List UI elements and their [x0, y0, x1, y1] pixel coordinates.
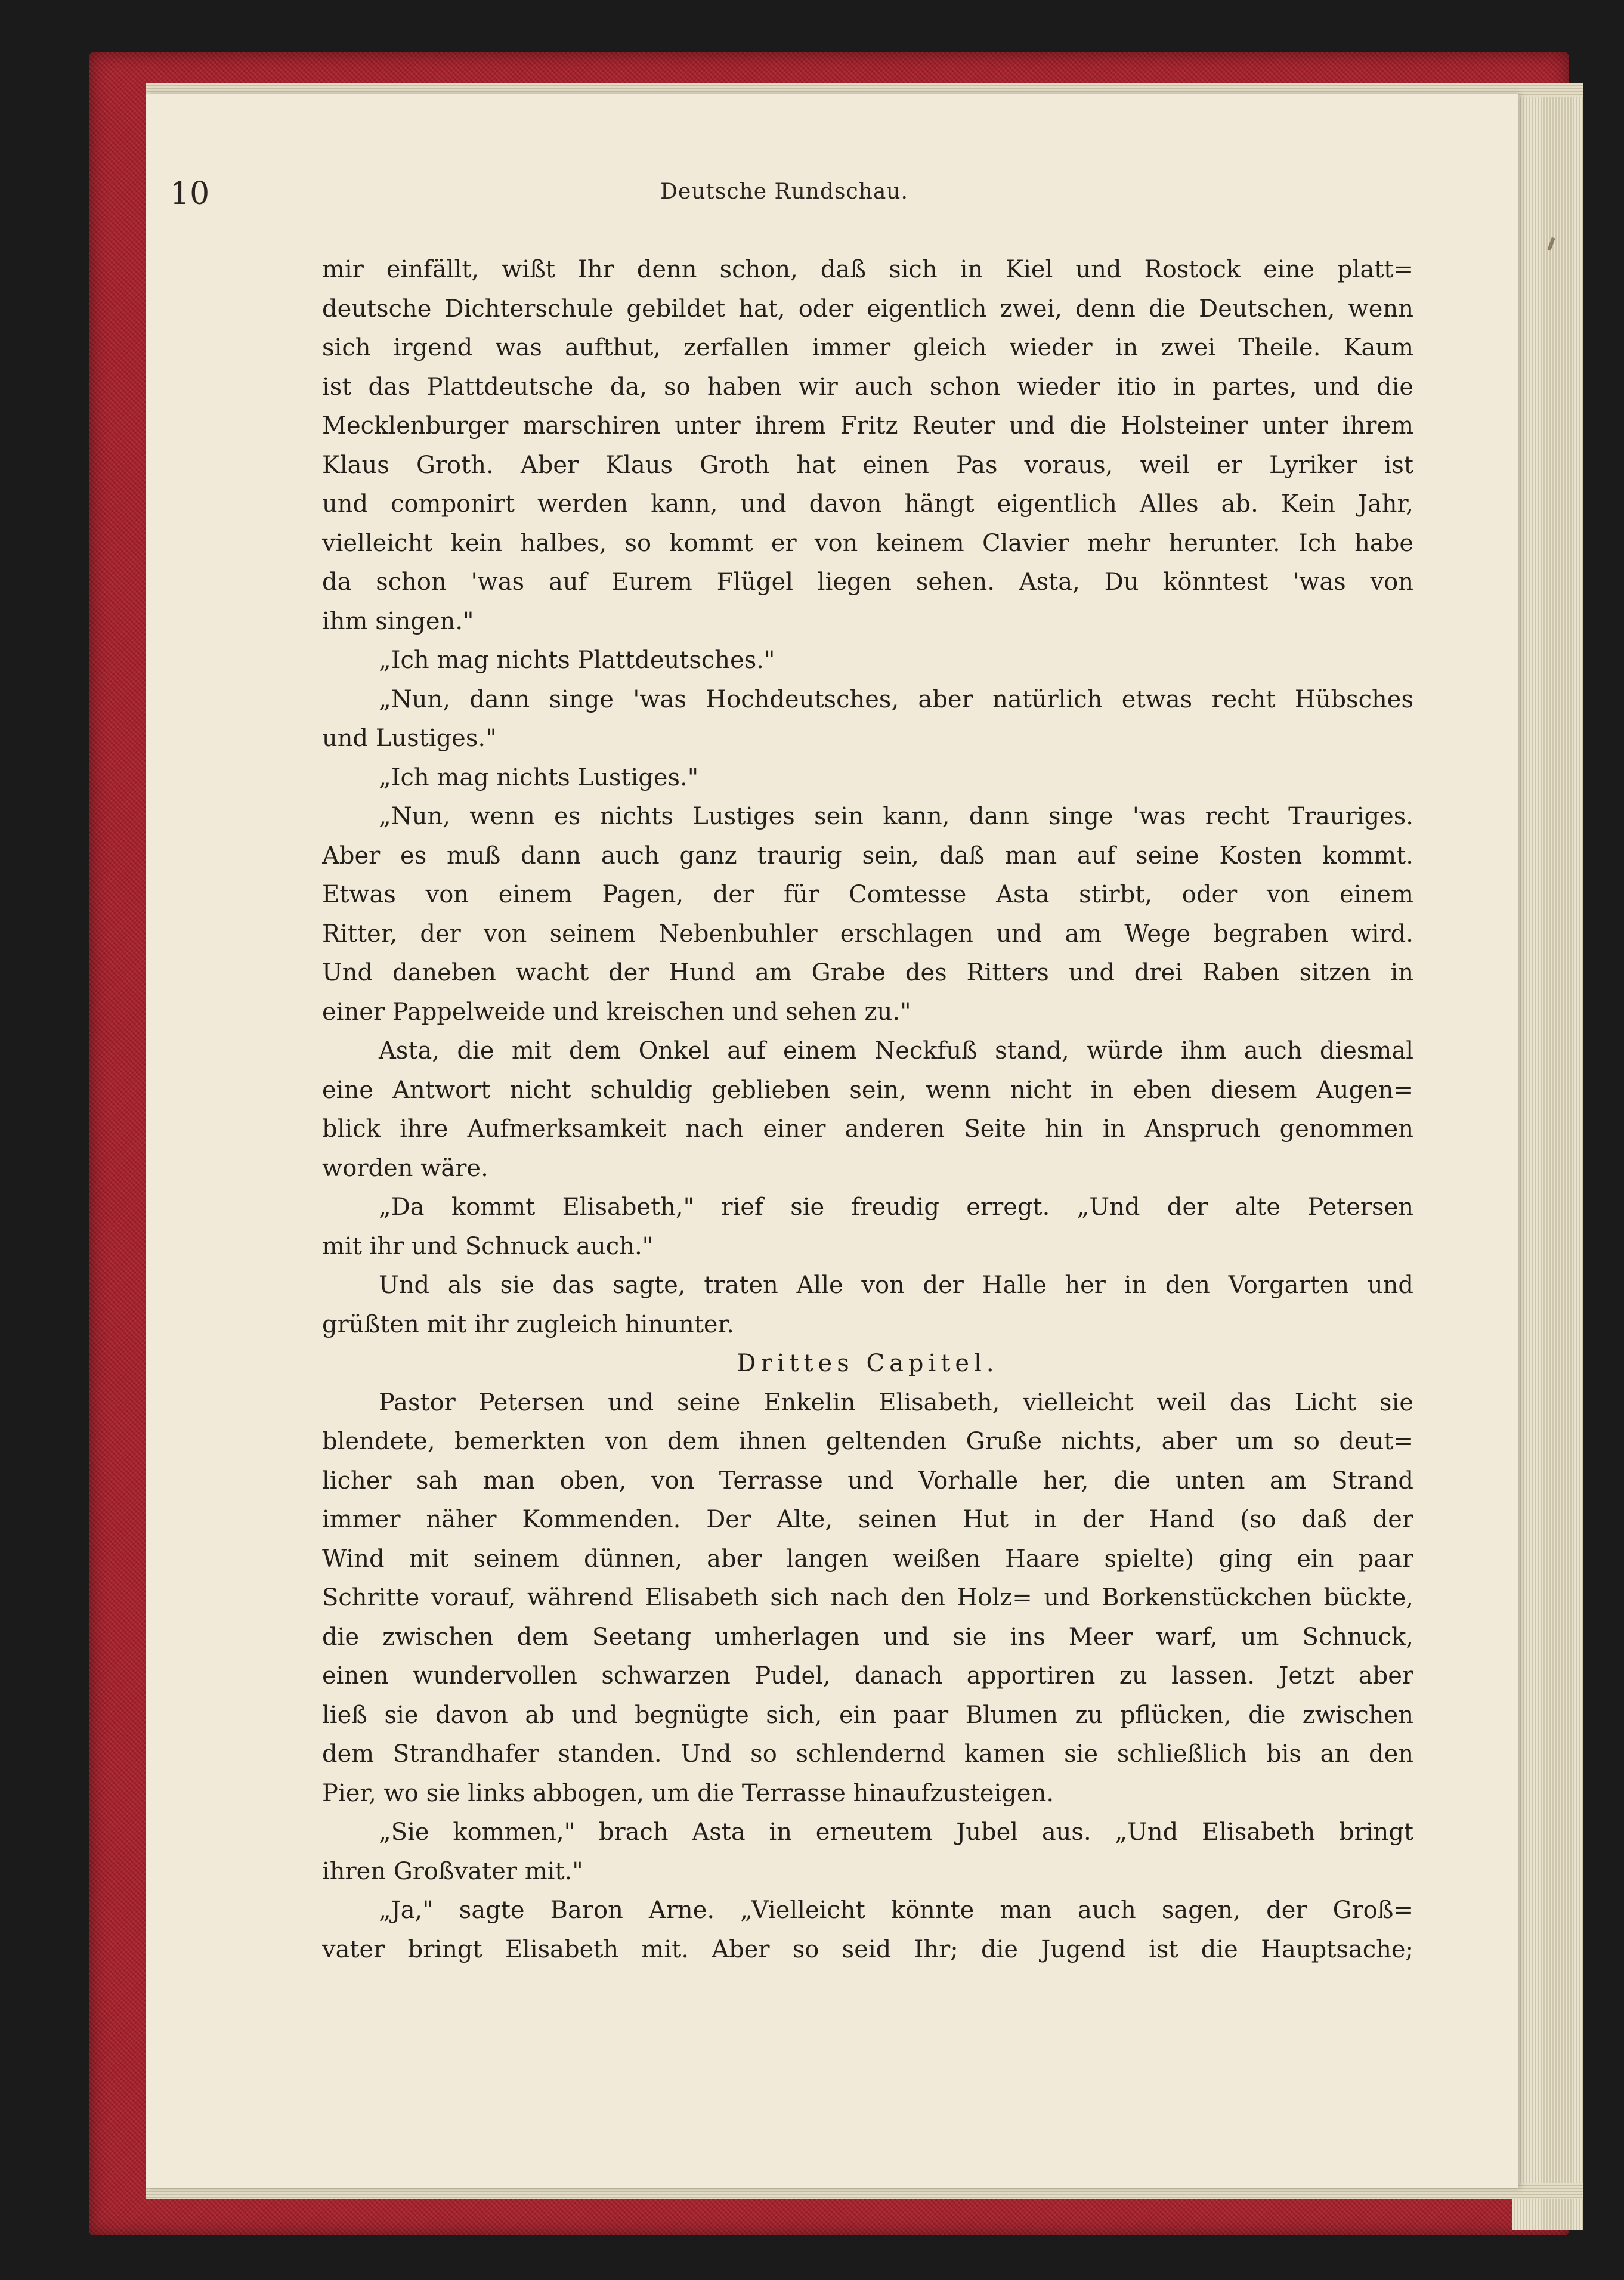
text-line: Mecklenburger marschiren unter ihrem Fritz Reuter und die Holsteiner unter ihrem: [322, 412, 1413, 440]
text-line: sich irgend was aufthut, zerfallen immer gleich wieder in zwei Theile. Kaum: [322, 334, 1413, 361]
text-line: Pastor Petersen und seine Enkelin Elisabeth, vielleicht weil das Licht sie: [379, 1388, 1413, 1416]
text-line: einen wundervollen schwarzen Pudel, danach apportiren zu lassen. Jetzt aber: [322, 1662, 1413, 1690]
text-line: und Lustiges.": [322, 725, 497, 752]
text-line: mit ihr und Schnuck auch.": [322, 1232, 654, 1260]
text-line: Klaus Groth. Aber Klaus Groth hat einen Pas voraus, weil er Lyriker ist: [322, 451, 1413, 479]
text-line: da schon 'was auf Eurem Flügel liegen sehen. Asta, Du könntest 'was von: [322, 568, 1413, 596]
text-line: worden wäre.: [322, 1154, 488, 1182]
text-line: Asta, die mit dem Onkel auf einem Neckfuß stand, würde ihm auch diesmal: [379, 1037, 1413, 1065]
text-line: mir einfällt, wißt Ihr denn schon, daß sich in Kiel und Rostock eine platt=: [322, 256, 1413, 283]
text-line: blendete, bemerkten von dem ihnen geltenden Gruße nichts, aber um so deut=: [322, 1428, 1413, 1455]
text-line: ihren Großvater mit.": [322, 1857, 583, 1885]
text-line: grüßten mit ihr zugleich hinunter.: [322, 1310, 734, 1338]
text-line: „Sie kommen," brach Asta in erneutem Jubel aus. „Und Elisabeth bringt: [379, 1818, 1413, 1846]
text-line: Schritte vorauf, während Elisabeth sich nach den Holz= und Borkenstückchen bückte,: [322, 1584, 1413, 1611]
text-line: und componirt werden kann, und davon hängt eigentlich Alles ab. Kein Jahr,: [322, 490, 1413, 518]
text-line: Ritter, der von seinem Nebenbuhler erschlagen und am Wege begraben wird.: [322, 920, 1413, 948]
text-line: „Ja," sagte Baron Arne. „Vielleicht könnte man auch sagen, der Groß=: [379, 1897, 1413, 1924]
text-line: vielleicht kein halbes, so kommt er von keinem Clavier mehr herunter. Ich habe: [322, 529, 1413, 557]
body-text: [322, 250, 1413, 1969]
text-line: „Da kommt Elisabeth," rief sie freudig erregt. „Und der alte Petersen: [379, 1193, 1413, 1221]
text-line: Und als sie das sagte, traten Alle von der Halle her in den Vorgarten und: [379, 1272, 1413, 1299]
text-line: Pier, wo sie links abbogen, um die Terrasse hinaufzusteigen.: [322, 1779, 1054, 1807]
text-line: immer näher Kommenden. Der Alte, seinen Hut in der Hand (so daß der: [322, 1506, 1413, 1533]
text-line: Aber es muß dann auch ganz traurig sein, daß man auf seine Kosten kommt.: [322, 842, 1413, 870]
text-line: die zwischen dem Seetang umherlagen und sie ins Meer warf, um Schnuck,: [322, 1623, 1413, 1651]
page-edges: [1512, 83, 1583, 2230]
text-line: Und daneben wacht der Hund am Grabe des Ritters und drei Raben sitzen in: [322, 959, 1413, 986]
page-number: 10: [170, 176, 210, 212]
chapter-heading: Drittes Capitel.: [737, 1350, 999, 1377]
text-line: blick ihre Aufmerksamkeit nach einer anderen Seite hin in Anspruch genommen: [322, 1115, 1413, 1143]
text-line: ließ sie davon ab und begnügte sich, ein paar Blumen zu pflücken, die zwischen: [322, 1701, 1413, 1729]
text-line: ist das Plattdeutsche da, so haben wir auch schon wieder itio in partes, und die: [322, 373, 1413, 401]
text-line: „Ich mag nichts Plattdeutsches.": [379, 646, 775, 674]
text-line: vater bringt Elisabeth mit. Aber so seid Ihr; die Jugend ist die Hauptsache;: [322, 1935, 1413, 1963]
text-line: „Nun, dann singe 'was Hochdeutsches, aber natürlich etwas recht Hübsches: [379, 685, 1413, 713]
text-line: Etwas von einem Pagen, der für Comtesse Asta stirbt, oder von einem: [322, 881, 1413, 908]
text-line: licher sah man oben, von Terrasse und Vorhalle her, die unten am Strand: [322, 1467, 1413, 1495]
text-line: ihm singen.": [322, 607, 474, 635]
text-line: dem Strandhafer standen. Und so schlendernd kamen sie schließlich bis an den: [322, 1740, 1413, 1768]
text-line: deutsche Dichterschule gebildet hat, oder eigentlich zwei, denn die Deutschen, wenn: [322, 295, 1413, 323]
text-line: „Ich mag nichts Lustiges.": [379, 763, 699, 791]
running-head: [170, 176, 1399, 224]
text-line: eine Antwort nicht schuldig geblieben sein, wenn nicht in eben diesem Augen=: [322, 1076, 1413, 1104]
text-line: Wind mit seinem dünnen, aber langen weißen Haare spielte) ging ein paar: [322, 1545, 1413, 1573]
text-line: einer Pappelweide und kreischen und sehen zu.": [322, 998, 911, 1026]
journal-title: Deutsche Rundschau.: [660, 180, 908, 204]
text-line: „Nun, wenn es nichts Lustiges sein kann, dann singe 'was recht Trauriges.: [379, 803, 1413, 830]
